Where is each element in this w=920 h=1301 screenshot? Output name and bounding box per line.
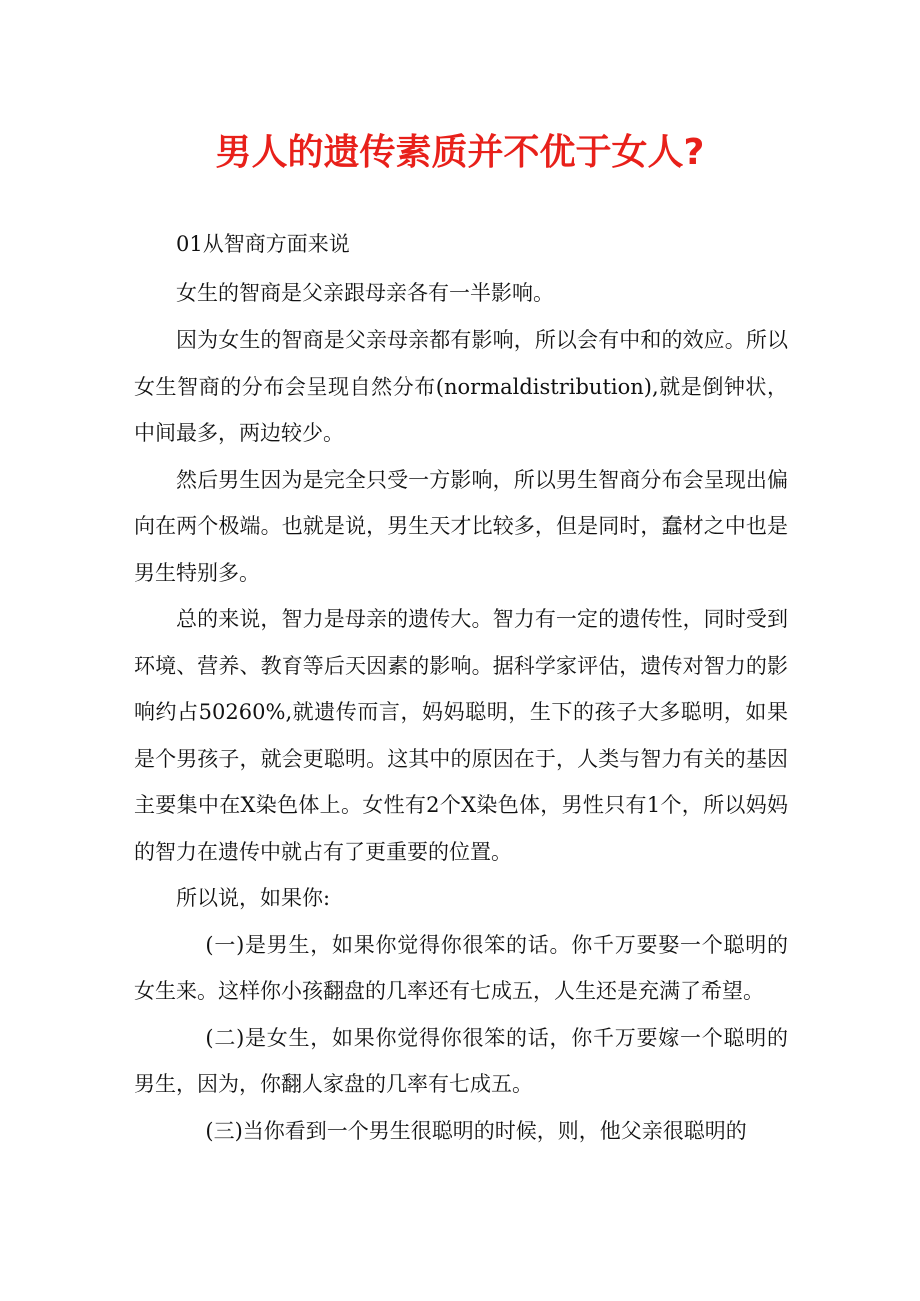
paragraph-6: (一)是男生，如果你觉得你很笨的话。你千万要娶一个聪明的女生来。这样你小孩翻盘的几率还有七成五，人生还是充满了希望。 xyxy=(134,932,788,1003)
paragraph-1: 女生的智商是父亲跟母亲各有一半影响。 xyxy=(176,280,554,305)
paragraph-7: (二)是女生，如果你觉得你很笨的话，你千万要嫁一个聪明的男生，因为，你翻人家盘的几率有七成五。 xyxy=(134,1025,788,1096)
document-title: 男人的遗传素质并不优于女人? xyxy=(215,132,705,173)
document-body xyxy=(134,221,788,1154)
paragraph-2: 因为女生的智商是父亲母亲都有影响，所以会有中和的效应。所以女生智商的分布会呈现自然分布(normaldistribution),就是倒钟状，中间最多，两边较少。 xyxy=(134,328,788,445)
paragraph-3: 然后男生因为是完全只受一方影响，所以男生智商分布会呈现出偏向在两个极端。也就是说，男生天才比较多，但是同时，蠢材之中也是男生特别多。 xyxy=(134,467,788,585)
section-heading: 01从智商方面来说 xyxy=(176,232,350,256)
paragraph-5: 所以说，如果你: xyxy=(176,886,331,910)
paragraph-4: 总的来说，智力是母亲的遗传大。智力有一定的遗传性，同时受到环境、营养、教育等后天因素的影响。据科学家评估，遗传对智力的影响约占50260%,就遗传而言，妈妈聪明，生下的孩子大多聪明，如果是个男孩子，就会更聪明。这其中的原因在于，人类与智力有关的基因主要集中在X染色体上。女性有2个X染色体，男性只有1个，所以妈妈的智力在遗传中就占有了更重要的位置。 xyxy=(134,607,788,864)
paragraph-8: (三)当你看到一个男生很聪明的时候，则，他父亲很聪明的 xyxy=(205,1118,747,1143)
